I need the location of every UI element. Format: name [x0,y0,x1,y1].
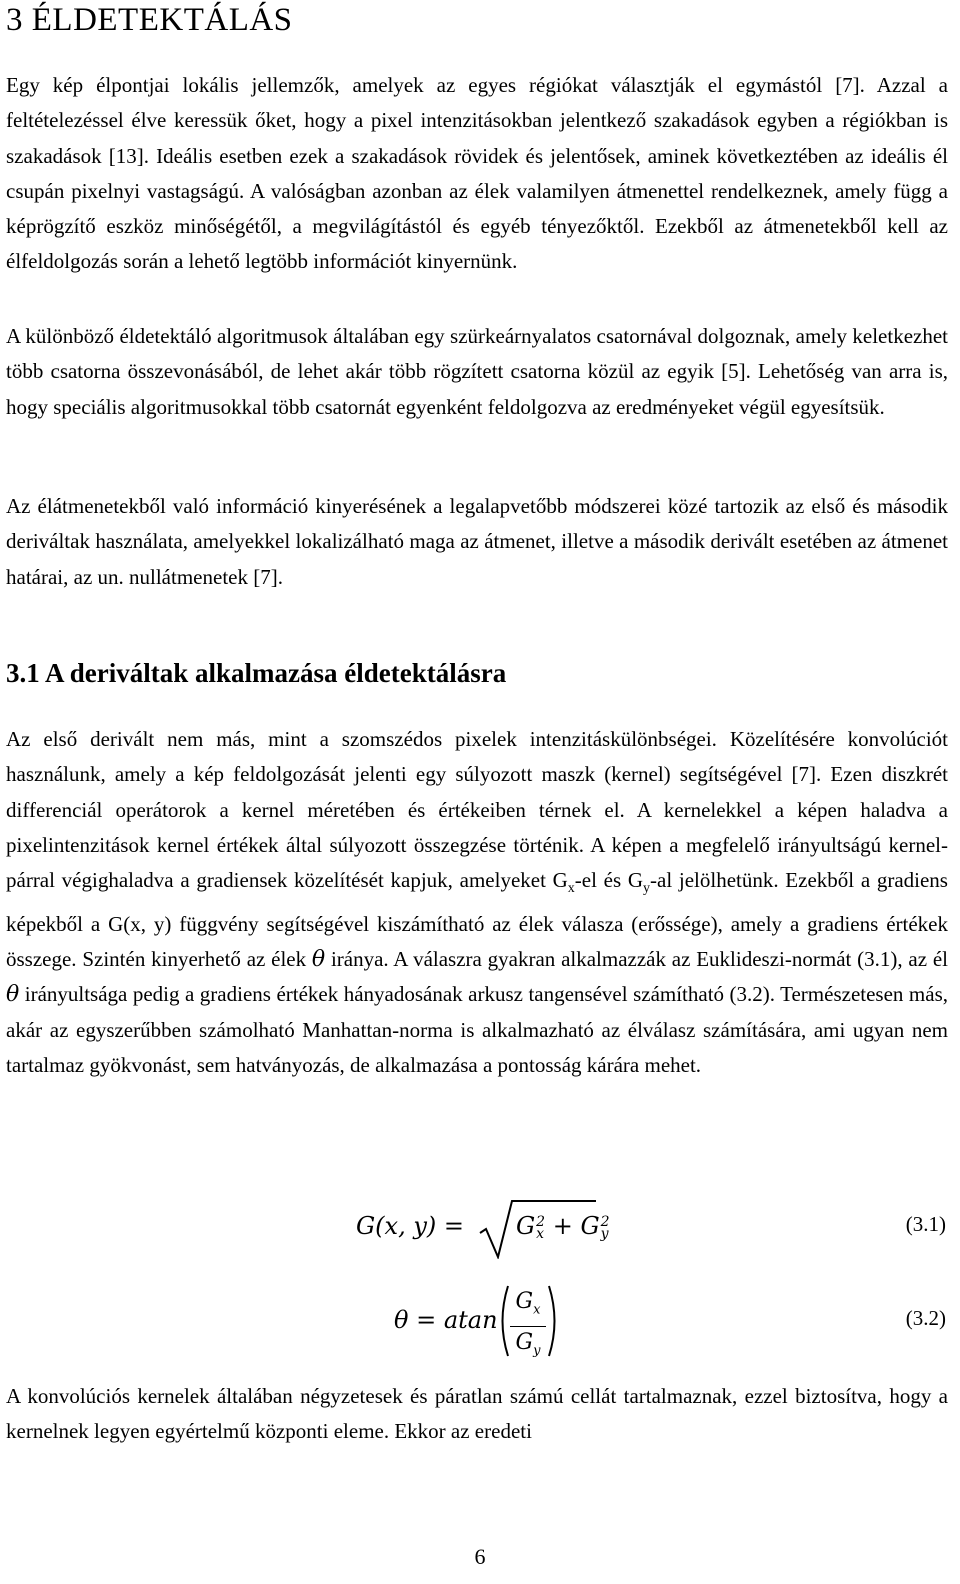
subsection-title: 3.1 A deriváltak alkalmazása éldetektálásra [6,658,507,688]
eq1-term1: G [516,1212,536,1240]
text-run: iránya. A válaszra gyakran alkalmazzák az Euklideszi-normát (3.1), az él [325,946,948,971]
eq1-lhs: G(x, y) = [356,1212,464,1240]
equation-3-2 [0,1282,960,1362]
paragraph-derivatives: Az élátmenetekből való információ kinyerésének a legalapvetőbb módszerei közé tartozik az első és második deriváltak használata, amelyekkel lokalizálható maga az átmenet, illetve a második derivált esetében az átmenet határai, az un. nullátmenetek [7]. [6,494,948,589]
eq1-term2-sup: 2 [600,1213,610,1230]
eq1-term1-sup: 2 [536,1213,546,1230]
paragraph-intro: Egy kép élpontjai lokális jellemzők, amelyek az egyes régiókat választják el egymástól [7]. Azzal a feltételezéssel élve keressük őket, hogy a pixel intenzitásokban jelentkező szakadások egyben a régiókban is szakadások [13]. Ideális esetben ezek a szakadások rövidek és jelentősek, aminek következtében az ideális él csupán pixelnyi vastagságú. A valóságban azonban az élek valamilyen átmenettel rendelkeznek, amely függ a képrögzítő eszköz minőségétől, a megvilágítástól és egyéb tényezőktől. Ezekből az átmenetekből kell az élfeldolgozás során a lehető legtöbb információt kinyernünk. [6,73,948,274]
text-run: -al jelölhetünk. Ezekből a gradiens képekből a G(x, y) függvény segítségével kiszámítható az élek válasza (erőssége), amely a gradiens értékek összege. Szintén kinyerhető az élek [6,868,948,971]
eq1-plus: + [552,1212,573,1240]
fraction-bar [510,1326,546,1327]
subscript-x: x [567,881,575,897]
eq2-den-sub: y [533,1343,541,1359]
eq1-term2: G [580,1212,600,1240]
theta-symbol: θ [6,982,20,1008]
paragraph-algorithms: A különböző éldetektáló algoritmusok általában egy szürkeárnyalatos csatornával dolgoznak, amely keletkezhet több csatorna összevonásából, de lehet akár több rögzített csatorna közül az egyik [5]. Lehetőség van arra is, hogy speciális algoritmusokkal több csatornát egyenként feldolgozva az eredményeket végül egyesítsük. [6,324,948,419]
eq1-term1-sub: x [536,1225,545,1242]
eq2-num-sub: x [533,1302,541,1318]
eq1-radicand [516,1212,610,1240]
paragraph-first-derivative [6,722,948,1083]
text-run: Az első derivált nem más, mint a szomszédos pixelek intenzitáskülönbségei. Közelítésére konvolúciót használunk, amely a kép feldolgozását jelenti egy súlyozott maszk (kernel) segítségével [7]. Ezen diszkrét differenciál operátorok a kernel méretében és értékeiben térnek el. A kernelekkel a képen haladva a pixelintenzitások kernel értékek által súlyozott összegzése történik. A képen a megfelelő irányultságú kernel-párral végighaladva a gradiensek közelítését kapjuk, amelyeket G [6,727,948,893]
text-run: irányultsága pedig a gradiens értékek hányadosának arkusz tangensével számítható (3.2). Természetesen más, akár az egyszerűbben számolható Manhattan-norma is alkalmazható az élválasz számítására, ami ugyan nem tartalmaz gyökvonást, sem hatványozás, de alkalmazása a pontosság kárára mehet. [6,982,948,1077]
subscript-y: y [643,881,651,897]
theta-symbol: θ [311,946,326,972]
equation-number: (3.2) [905,1306,946,1330]
equation-3-1 [0,1195,960,1265]
eq2-numerator: G [515,1289,534,1314]
right-paren-icon [547,1284,561,1358]
eq1-term2-sub: y [600,1225,609,1242]
page-number: 6 [474,1544,486,1569]
text-run: -el és G [574,868,644,893]
eq2-lhs: θ = atan [394,1306,498,1334]
eq2-denominator: G [515,1330,534,1356]
paragraph-kernels: A konvolúciós kernelek általában négyzetesek és páratlan számú cellát tartalmaznak, ezzel biztosítva, hogy a kernelnek legyen egyértelmű központi eleme. Ekkor az eredeti [6,1384,948,1444]
equation-number: (3.1) [905,1212,946,1236]
eq2-fraction [510,1288,546,1366]
left-paren-icon [496,1284,510,1358]
section-title: 3 ÉLDETEKTÁLÁS [6,2,293,38]
